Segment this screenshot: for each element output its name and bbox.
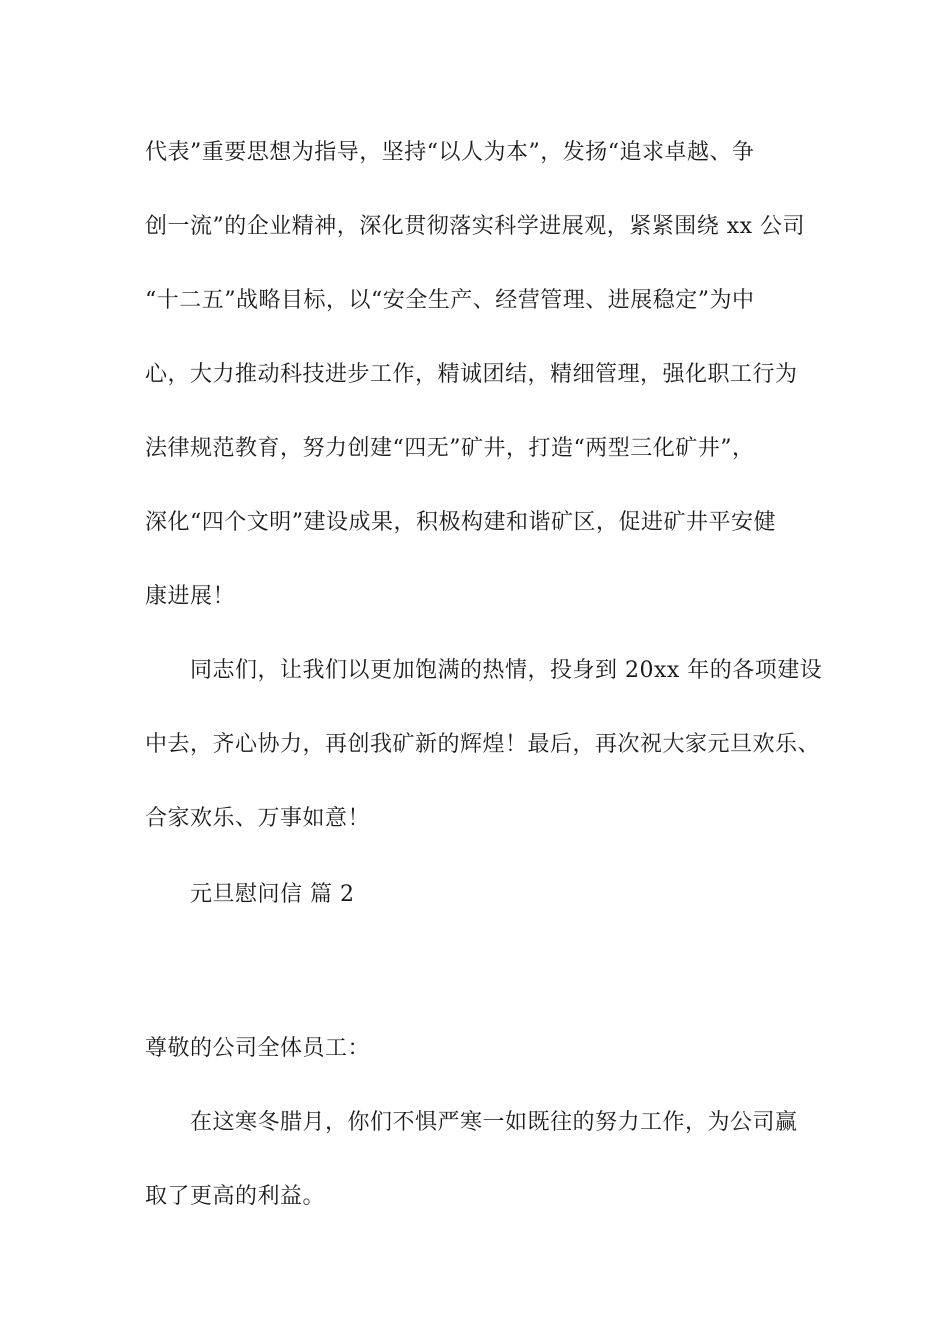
paragraph-line: 中去，齐心协力，再创我矿新的辉煌！最后，再次祝大家元旦欢乐、 [145,732,821,757]
section-heading: 元旦慰问信 篇 2 [190,882,355,907]
paragraph-line: 同志们，让我们以更加饱满的热情，投身到 20xx 年的各项建设 [190,658,823,683]
paragraph-line: 法律规范教育，努力创建“四无”矿井，打造“两型三化矿井”， [145,436,755,461]
paragraph-line: 康进展！ [145,584,236,609]
paragraph-line: 在这寒冬腊月，你们不惧严寒一如既往的努力工作，为公司赢 [190,1110,798,1135]
paragraph-line: “十二五”战略目标，以“安全生产、经营管理、进展稳定”为中 [145,288,755,313]
salutation: 尊敬的公司全体员工： [145,1036,371,1061]
paragraph-line: 创一流”的企业精神，深化贯彻落实科学进展观，紧紧围绕 xx 公司 [145,214,806,239]
paragraph-line: 合家欢乐、万事如意！ [145,806,371,831]
paragraph-line: 取了更高的利益。 [145,1184,326,1209]
paragraph-line: 深化“四个文明”建设成果，积极构建和谐矿区，促进矿井平安健 [145,510,776,535]
paragraph-line: 心，大力推动科技进步工作，精诚团结，精细管理，强化职工行为 [145,362,798,387]
paragraph-line: 代表”重要思想为指导，坚持“以人为本”，发扬“追求卓越、争 [145,140,755,165]
